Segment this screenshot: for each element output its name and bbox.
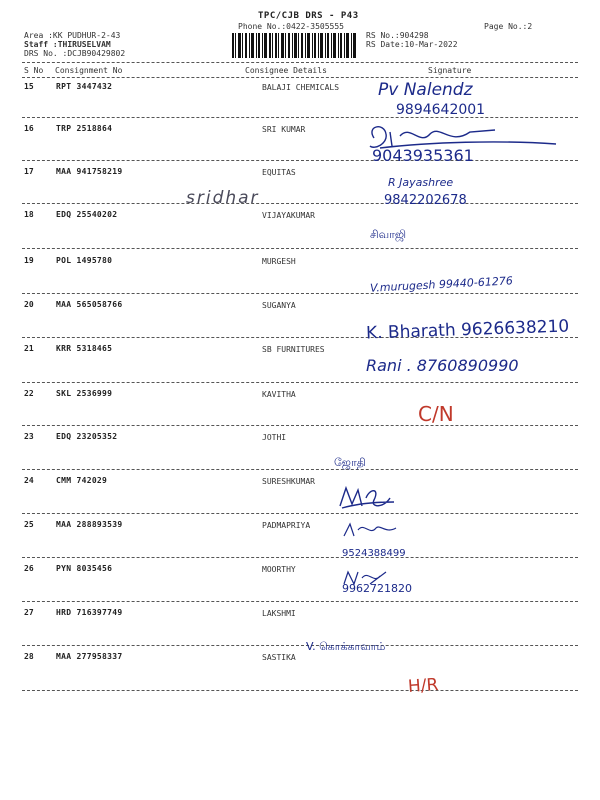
row-consignee: PADMAPRIYA xyxy=(262,521,311,530)
column-consignment: Consignment No xyxy=(55,66,123,75)
signature-20: K. Bharath 9626638210 xyxy=(365,316,570,344)
row-sno: 22 xyxy=(24,389,34,398)
header-divider-bottom xyxy=(22,77,578,78)
header-divider-top xyxy=(22,62,578,63)
row-consignee: MOORTHY xyxy=(262,565,296,574)
row-sno: 17 xyxy=(24,167,34,176)
signature-17-phone: 9842202678 xyxy=(384,193,467,208)
row-divider xyxy=(22,203,578,204)
rs-date: RS Date:10-Mar-2022 xyxy=(366,40,458,49)
column-consignee: Consignee Details xyxy=(245,66,327,75)
signature-16-phone: 9043935361 xyxy=(372,146,474,165)
row-sno: 28 xyxy=(24,652,34,661)
row-sno: 21 xyxy=(24,344,34,353)
row-consignment-no: EDQ 25540202 xyxy=(56,210,118,219)
column-sno: S No xyxy=(24,66,44,75)
row-consignee: KAVITHA xyxy=(262,390,296,399)
row-consignee: SASTIKA xyxy=(262,653,296,662)
row-divider xyxy=(22,382,578,383)
row-consignment-no: MAA 277958337 xyxy=(56,652,123,661)
row-divider xyxy=(22,513,578,514)
row-consignee: SRI KUMAR xyxy=(262,125,306,134)
row-divider xyxy=(22,117,578,118)
signature-25-phone: 9524388499 xyxy=(342,548,406,559)
row-consignee: BALAJI CHEMICALS xyxy=(262,83,340,92)
drs-number: DRS No. :DCJB90429802 xyxy=(24,49,126,58)
row-consignee: SURESHKUMAR xyxy=(262,477,315,486)
row-consignee: JOTHI xyxy=(262,433,287,442)
barcode-icon xyxy=(232,33,356,58)
row-sno: 20 xyxy=(24,300,34,309)
row-consignee: SB FURNITURES xyxy=(262,345,325,354)
row-consignee: LAKSHMI xyxy=(262,609,296,618)
column-signature: Signature xyxy=(428,66,472,75)
signature-15-phone: 9894642001 xyxy=(396,102,486,118)
signature-24-scribble xyxy=(336,484,396,512)
page-number: Page No.:2 xyxy=(484,22,533,31)
signature-28: V. கொக்காவாம் xyxy=(306,640,386,653)
note-28-hr: H/R xyxy=(407,674,439,698)
row-sno: 27 xyxy=(24,608,34,617)
row-divider xyxy=(22,645,578,646)
row-sno: 16 xyxy=(24,124,34,133)
row-sno: 19 xyxy=(24,256,34,265)
row-consignment-no: KRR 5318465 xyxy=(56,344,113,353)
staff-label: Staff :THIRUSELVAM xyxy=(24,40,111,49)
row-consignment-no: MAA 941758219 xyxy=(56,167,123,176)
row-divider xyxy=(22,248,578,249)
row-consignment-no: MAA 565058766 xyxy=(56,300,123,309)
row-divider xyxy=(22,469,578,470)
row-divider xyxy=(22,557,578,558)
row-sno: 18 xyxy=(24,210,34,219)
phone-number: Phone No.:0422-3505555 xyxy=(238,22,344,31)
row-divider xyxy=(22,601,578,602)
row-sno: 26 xyxy=(24,564,34,573)
document-title: TPC/CJB DRS - P43 xyxy=(258,11,359,21)
row-consignment-no: CMM 742029 xyxy=(56,476,108,485)
area-label: Area :KK PUDHUR-2-43 xyxy=(24,31,121,40)
signature-25-scribble xyxy=(340,520,400,540)
row-consignee: VIJAYAKUMAR xyxy=(262,211,315,220)
row-consignment-no: RPT 3447432 xyxy=(56,82,113,91)
row-consignment-no: SKL 2536999 xyxy=(56,389,113,398)
row-divider xyxy=(22,160,578,161)
signature-18-tamil: சிவாஜி xyxy=(370,228,407,241)
row-sno: 25 xyxy=(24,520,34,529)
row-consignment-no: POL 1495780 xyxy=(56,256,113,265)
row-consignment-no: TRP 2518864 xyxy=(56,124,113,133)
row-divider xyxy=(22,293,578,294)
rs-number: RS No.:904298 xyxy=(366,31,429,40)
signature-21: Rani . 8760890990 xyxy=(366,356,519,375)
row-sno: 24 xyxy=(24,476,34,485)
row-divider xyxy=(22,690,578,691)
row-sno: 15 xyxy=(24,82,34,91)
row-consignee: MURGESH xyxy=(262,257,296,266)
signature-19: V.murugesh 99440-61276 xyxy=(369,274,514,295)
row-consignee: EQUITAS xyxy=(262,168,296,177)
row-divider xyxy=(22,425,578,426)
row-consignment-no: MAA 288893539 xyxy=(56,520,123,529)
signature-17-name: R Jayashree xyxy=(388,176,454,189)
signature-23-tamil: ஜோதி xyxy=(334,456,366,469)
signature-17-sridhar: sridhar xyxy=(186,188,260,208)
row-consignee: SUGANYA xyxy=(262,301,296,310)
signature-26-phone: 9962721820 xyxy=(342,582,412,595)
signature-15-name: Pv Nalendz xyxy=(378,80,473,100)
row-consignment-no: HRD 716397749 xyxy=(56,608,123,617)
row-consignment-no: PYN 8035456 xyxy=(56,564,113,573)
row-sno: 23 xyxy=(24,432,34,441)
row-consignment-no: EDQ 23205352 xyxy=(56,432,118,441)
note-22-cn: C/N xyxy=(418,402,454,426)
